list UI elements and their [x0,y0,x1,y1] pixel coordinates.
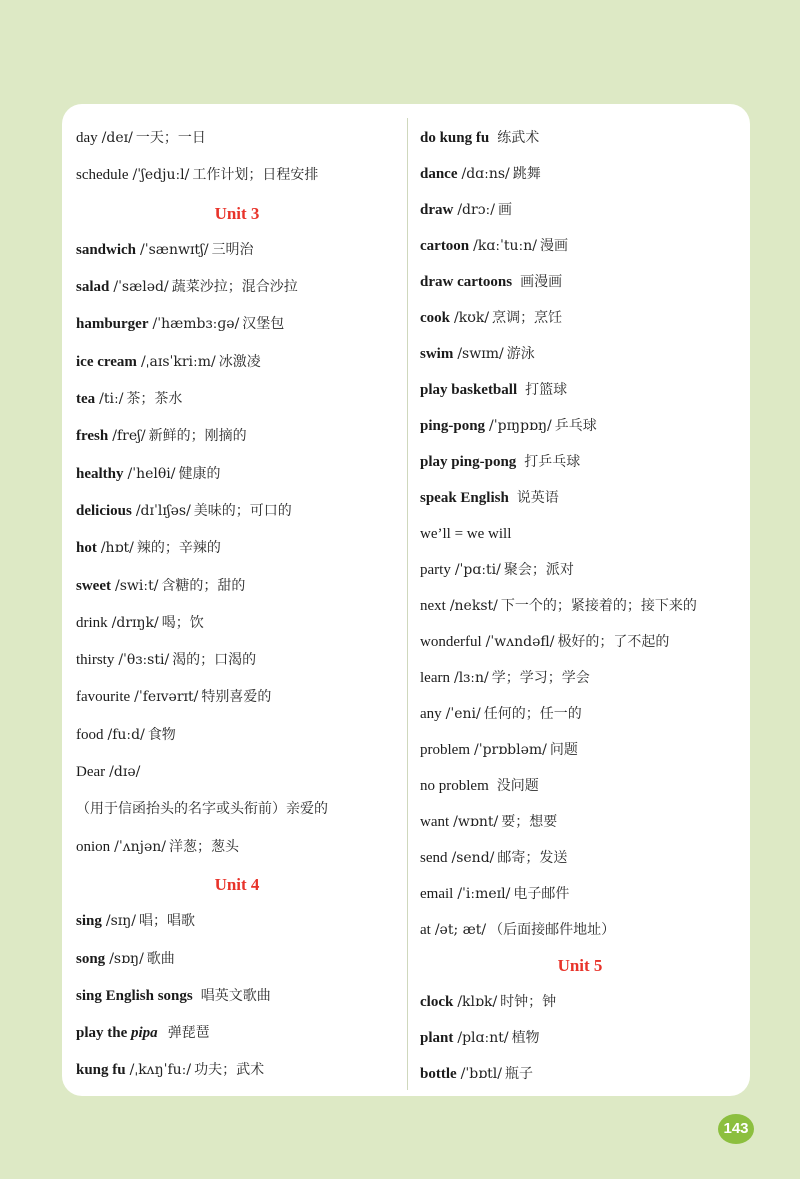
vocab-phonetic: /ˈhelθi/ [127,465,176,482]
vocab-entry [76,642,398,679]
vocab-word: draw [420,202,454,218]
vocab-meaning: （后面接邮件地址） [489,922,616,938]
vocab-phonetic: /ˈsæləd/ [113,279,169,296]
vocab-meaning: 邮寄；发送 [497,850,568,866]
vocab-meaning: 画 [498,202,512,218]
vocab-entry [420,264,740,300]
vocab-phonetic: /ˈbɒtl/ [460,1066,502,1082]
vocab-meaning: 下一个的；紧接着的；接下来的 [500,598,697,614]
vocab-phonetic: /fuːd/ [107,726,145,743]
vocab-meaning: 画漫画 [520,274,563,290]
vocab-meaning: 唱；唱歌 [138,913,195,930]
vocab-word: do kung fu [420,130,490,146]
vocab-entry [420,192,740,228]
vocab-entry [76,903,398,940]
vocab-meaning: 瓶子 [504,1066,533,1082]
right-column [420,120,740,1092]
column-divider [407,118,408,1090]
vocab-word: healthy [76,465,124,482]
vocab-meaning: 没问题 [496,778,539,794]
vocab-meaning: 极好的；了不起的 [557,634,670,650]
vocab-phonetic: /kɑːˈtuːn/ [473,238,537,254]
vocab-phonetic: /dɑːns/ [461,166,510,182]
vocab-entry [420,768,740,804]
vocab-word: learn [420,670,450,686]
vocab-entry [76,344,398,381]
vocab-word: want [420,814,450,830]
vocab-word: swim [420,346,454,362]
vocab-meaning: 学；学习；学会 [491,670,590,686]
vocab-meaning: 汉堡包 [242,316,285,333]
vocab-meaning: 电子邮件 [513,886,570,902]
vocab-entry [420,444,740,480]
vocab-word: bottle [420,1066,457,1082]
vocab-entry [76,754,398,791]
vocab-meaning: 美味的；可口的 [193,502,292,519]
vocab-entry [420,156,740,192]
vocab-word: wonderful [420,634,482,650]
vocab-phonetic: /ˈhæmbɜːɡə/ [152,316,240,333]
vocab-word: hamburger [76,316,149,333]
vocab-entry [420,480,740,516]
vocab-word: sing English songs [76,987,193,1004]
vocab-phonetic: /ˈprɒbləm/ [474,742,547,758]
vocab-word: play basketball [420,382,518,398]
vocab-phonetic: /deɪ/ [101,130,133,146]
vocab-word: thirsty [76,652,115,669]
vocab-entry [420,408,740,444]
vocab-entry [420,876,740,912]
vocab-meaning: 歌曲 [146,950,175,967]
vocab-meaning: 漫画 [539,238,568,254]
vocab-phonetic: /tiː/ [99,391,124,408]
vocab-entry [420,588,740,624]
vocab-meaning: 一天；一日 [135,130,206,146]
vocab-phonetic: /ˈθɜːsti/ [118,652,170,669]
vocab-meaning: 喝；饮 [161,614,204,631]
vocab-word: sweet [76,577,111,594]
vocab-entry [76,941,398,978]
vocab-word: ping-pong [420,418,486,434]
vocab-word: drink [76,614,108,631]
vocab-phonetic: /swɪm/ [457,346,504,362]
vocab-entry [76,456,398,493]
vocab-phonetic: /freʃ/ [112,428,146,445]
note-text: （用于信函抬头的名字或头衔前）亲爱的 [76,801,328,818]
vocab-entry [76,679,398,716]
vocab-phonetic: /ˌaɪsˈkriːm/ [140,353,216,370]
vocab-word: sandwich [76,241,137,258]
vocab-phonetic: /ˈpɑːti/ [454,562,501,578]
vocab-entry [420,372,740,408]
vocab-word: play ping-pong [420,454,517,470]
vocab-phonetic: /ˈsænwɪtʃ/ [140,241,209,258]
vocab-entry [76,530,398,567]
vocab-meaning: 蔬菜沙拉；混合沙拉 [171,279,298,296]
vocab-entry [420,624,740,660]
vocab-word: day [76,130,98,146]
vocab-meaning: 洋葱；葱头 [169,838,240,855]
vocab-phonetic: /swiːt/ [114,577,159,594]
vocab-phonetic: /drɔː/ [457,202,495,218]
vocab-meaning: 渴的；口渴的 [172,652,257,669]
vocab-meaning: 食物 [147,726,176,743]
vocab-phonetic: /ˈʌnjən/ [114,838,167,855]
vocab-meaning: 植物 [511,1030,540,1046]
vocab-phonetic: /drɪŋk/ [111,614,159,631]
vocab-phonetic: /wɒnt/ [453,814,499,830]
vocab-word: favourite [76,689,131,706]
vocab-phonetic: /ˈwʌndəfl/ [485,634,555,650]
vocab-word: tea [76,391,96,408]
vocab-word: food [76,726,104,743]
vocab-phonetic: /ˈfeɪvərɪt/ [134,689,199,706]
vocab-meaning: 冰激凌 [218,353,261,370]
vocab-meaning: 唱英文歌曲 [200,987,271,1004]
vocab-entry [420,300,740,336]
vocab-entry [76,1052,398,1089]
vocab-word: cook [420,310,450,326]
vocab-word: schedule [76,167,129,184]
vocab-word: salad [76,279,110,296]
vocab-word: at [420,922,431,938]
vocab-phonetic: /ˈiːmeɪl/ [457,886,511,902]
vocab-entry [420,1020,740,1056]
vocab-phonetic: /kʊk/ [454,310,490,326]
vocab-word: problem [420,742,470,758]
vocab-meaning: 工作计划；日程安排 [192,167,319,184]
vocab-entry [420,984,740,1020]
vocab-word: fresh [76,428,109,445]
vocab-phonetic: /ˌkʌŋˈfuː/ [129,1062,192,1079]
vocab-word: hot [76,540,97,557]
vocab-word-italic: pipa [131,1025,158,1042]
vocab-word: any [420,706,442,722]
vocab-entry [420,552,740,588]
vocab-entry [76,493,398,530]
vocab-meaning: 新鲜的；刚摘的 [148,428,247,445]
vocab-word: party [420,562,451,578]
vocab-entry [76,717,398,754]
vocab-word: draw cartoons [420,274,513,290]
vocab-meaning: 说英语 [516,490,559,506]
vocab-entry [76,978,398,1015]
vocab-entry [420,732,740,768]
vocab-meaning: 含糖的；甜的 [161,577,246,594]
vocab-word: we’ll = we will [420,526,512,542]
vocab-entry [76,418,398,455]
unit-heading: Unit 5 [557,956,603,975]
vocab-entry [420,516,740,552]
vocab-meaning: 打乒乓球 [524,454,581,470]
vocab-entry [76,1015,398,1052]
vocab-entry [76,568,398,605]
vocab-word: delicious [76,502,132,519]
vocab-entry [76,829,398,866]
vocab-phonetic: /lɜːn/ [453,670,489,686]
vocab-entry [76,120,398,157]
vocab-phonetic: /sɪŋ/ [105,913,136,930]
vocab-meaning: 功夫；武术 [194,1062,265,1079]
vocab-meaning: 跳舞 [512,166,541,182]
vocab-meaning: 弹琵琶 [167,1025,210,1042]
vocab-meaning: 聚会；派对 [503,562,574,578]
vocab-phonetic: /ˈʃedjuːl/ [132,167,190,184]
vocab-phonetic: /ˈpɪŋpɒŋ/ [489,418,552,434]
vocab-word: song [76,950,106,967]
vocab-meaning: 茶；茶水 [126,391,183,408]
vocab-word: Dear [76,764,106,781]
vocab-entry [420,804,740,840]
vocab-entry [76,157,398,194]
vocab-meaning: 烹调；烹饪 [492,310,563,326]
vocab-meaning: 打篮球 [525,382,568,398]
vocab-phonetic: /ət; æt/ [434,922,487,938]
vocab-phonetic: /hɒt/ [100,540,134,557]
vocab-meaning: 任何的；任一的 [483,706,582,722]
vocab-meaning: 特别喜爱的 [201,689,272,706]
vocab-phonetic: /sɒŋ/ [109,950,144,967]
vocab-word: dance [420,166,458,182]
vocab-entry [420,120,740,156]
vocab-word: onion [76,838,111,855]
left-column [76,120,398,1090]
vocab-word: send [420,850,448,866]
vocab-word: cartoon [420,238,470,254]
vocab-entry [420,696,740,732]
vocab-entry [76,306,398,343]
vocab-entry [420,840,740,876]
vocab-entry [420,1056,740,1092]
vocab-phonetic: /ˈeni/ [445,706,481,722]
vocab-entry [76,232,398,269]
vocab-phonetic: /klɒk/ [457,994,498,1010]
vocab-meaning: 要；想要 [501,814,558,830]
vocab-meaning: 时钟；钟 [500,994,557,1010]
vocab-entry [420,912,740,948]
vocab-meaning: 健康的 [178,465,221,482]
vocab-entry [420,660,740,696]
vocab-word: email [420,886,454,902]
vocab-word: next [420,598,446,614]
vocab-entry [420,228,740,264]
unit-heading: Unit 4 [214,874,260,894]
vocab-meaning: 乒乓球 [554,418,597,434]
usage-note [76,791,398,828]
page-number-badge: 143 [718,1114,754,1144]
vocab-entry [420,336,740,372]
vocab-meaning: 问题 [549,742,578,758]
vocab-entry [76,605,398,642]
vocab-meaning: 辣的；辛辣的 [136,540,221,557]
vocab-phonetic: /plɑːnt/ [457,1030,509,1046]
vocab-word: ice cream [76,353,137,370]
vocab-word: play the [76,1025,132,1042]
vocab-meaning: 三明治 [211,241,254,258]
vocab-phonetic: /nekst/ [449,598,498,614]
vocab-word: clock [420,994,454,1010]
vocab-word: speak English [420,490,509,506]
vocab-phonetic: /dɪə/ [109,764,141,781]
vocab-phonetic: /dɪˈlɪʃəs/ [135,502,191,519]
vocab-entry [76,381,398,418]
vocab-meaning: 游泳 [506,346,535,362]
vocab-word: no problem [420,778,489,794]
vocab-word: sing [76,913,102,930]
unit-heading: Unit 3 [214,203,260,223]
vocab-word: kung fu [76,1062,126,1079]
vocab-word: plant [420,1030,454,1046]
vocab-meaning: 练武术 [497,130,540,146]
vocab-phonetic: /send/ [451,850,495,866]
vocab-entry [76,269,398,306]
